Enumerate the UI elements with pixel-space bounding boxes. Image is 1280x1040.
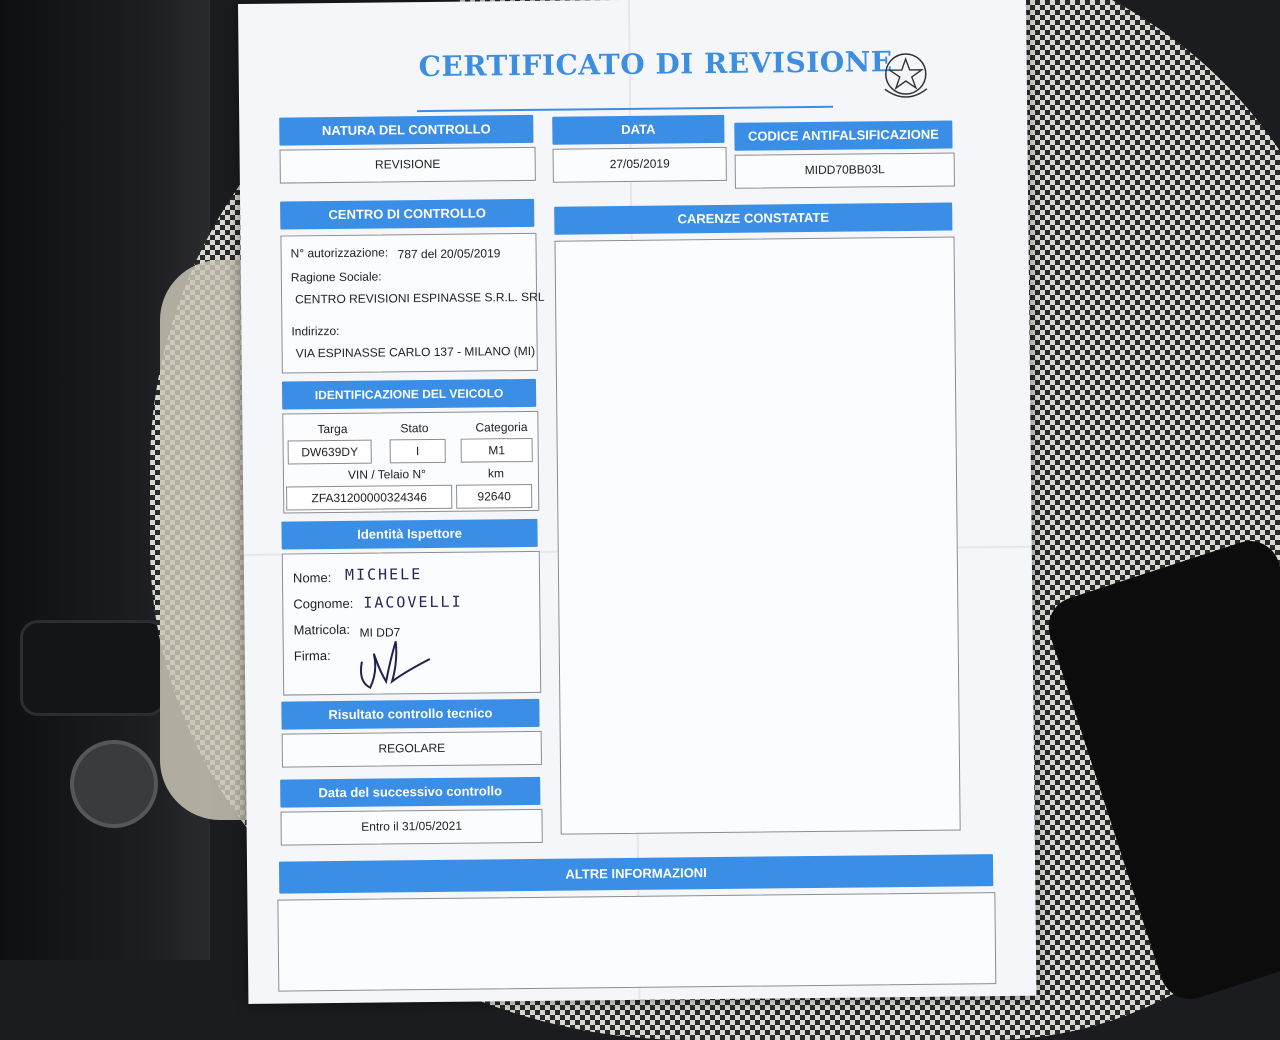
indirizzo-label: Indirizzo: (291, 323, 340, 339)
stato-value: I (390, 439, 446, 464)
autorizzazione-value: 787 del 20/05/2019 (397, 246, 501, 262)
signature-icon (356, 631, 437, 692)
title-underline (417, 106, 833, 112)
matricola-label: Matricola: (293, 621, 350, 638)
italian-republic-emblem-icon (879, 49, 934, 104)
certificate-document (238, 0, 1036, 1004)
natura-box (280, 147, 536, 184)
ispettore-header: Identità Ispettore (281, 519, 537, 550)
successivo-box (280, 809, 542, 846)
vin-value: ZFA31200000324346 (286, 485, 452, 511)
risultato-value: REGOLARE (378, 740, 446, 756)
ragione-value: CENTRO REVISIONI ESPINASSE S.R.L. SRL (295, 289, 545, 307)
data-value: 27/05/2019 (609, 156, 670, 172)
indirizzo-value: VIA ESPINASSE CARLO 137 - MILANO (MI) (295, 343, 536, 361)
altre-header: ALTRE INFORMAZIONI (279, 854, 993, 893)
air-vent (20, 620, 166, 716)
successivo-value: Entro il 31/05/2021 (361, 818, 463, 834)
categoria-value: M1 (461, 438, 533, 463)
document-title: CERTIFICATO DI REVISIONE (418, 45, 893, 84)
successivo-header: Data del successivo controllo (280, 777, 540, 808)
matricola-value: MI DD7 (359, 625, 401, 640)
dashboard-knob (70, 740, 158, 828)
risultato-box (282, 731, 542, 768)
km-label: km (487, 466, 505, 481)
codice-value: MIDD70BB03L (804, 162, 885, 178)
carenze-box (554, 237, 960, 835)
carenze-header: CARENZE CONSTATATE (554, 203, 952, 235)
nome-value-handwritten: MICHELE (344, 565, 423, 584)
cognome-label: Cognome: (293, 595, 354, 612)
data-header: DATA (552, 115, 724, 145)
targa-label: Targa (317, 421, 348, 437)
natura-header: NATURA DEL CONTROLLO (279, 115, 533, 146)
stato-label: Stato (400, 421, 429, 436)
km-value: 92640 (456, 484, 532, 509)
codice-box (735, 153, 955, 189)
centro-header: CENTRO DI CONTROLLO (280, 199, 534, 230)
natura-value: REVISIONE (374, 156, 441, 172)
altre-box (277, 892, 996, 992)
categoria-label: Categoria (475, 419, 528, 435)
data-box (553, 147, 727, 183)
firma-label: Firma: (293, 648, 331, 664)
veicolo-box (282, 411, 539, 514)
centro-box (280, 233, 545, 374)
veicolo-header: IDENTIFICAZIONE DEL VEICOLO (282, 379, 536, 410)
ragione-label: Ragione Sociale: (290, 269, 382, 285)
targa-value: DW639DY (288, 440, 372, 465)
autorizzazione-label: N° autorizzazione: (290, 245, 389, 261)
ispettore-box (282, 551, 541, 696)
vin-label: VIN / Telaio N° (347, 467, 426, 482)
cognome-value-handwritten: IACOVELLI (363, 592, 463, 612)
codice-header: CODICE ANTIFALSIFICAZIONE (734, 121, 952, 151)
risultato-header: Risultato controllo tecnico (281, 699, 539, 730)
nome-label: Nome: (292, 570, 332, 586)
